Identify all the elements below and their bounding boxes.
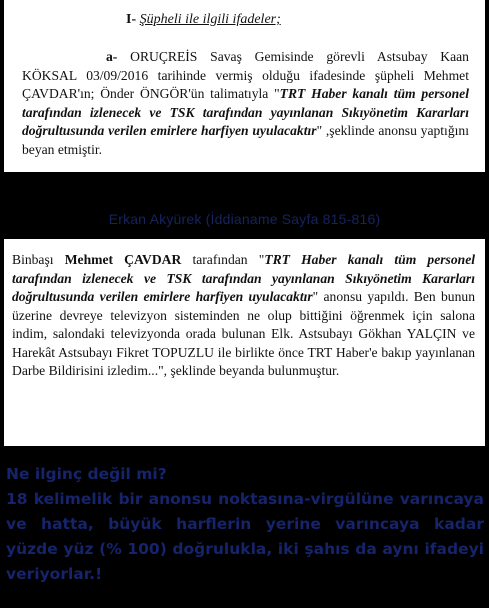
section-heading — [126, 12, 469, 28]
heading-text: Şüpheli ile ilgili ifadeler; — [139, 12, 281, 27]
source-caption: Erkan Akyürek (İddianame Sayfa 815-816) — [108, 211, 381, 227]
commentary-body: 18 kelimelik bir anonsu noktasına-virgülüne varıncaya ve hatta, büyük harflerin yerine varıncaya kadar yüzde yüz (% 100) doğrulukla, iki şahıs da aynı ifadeyi veriyorlar.! — [6, 490, 484, 583]
mid-text-post: " anonsu yapıldı. Ben bunun üzerine devreye televizyon sisteminden ne olup bittiğini öğrenmek için salona indim, salondaki televizyonda orada bulunan Elk. Astsubayı Gökhan YALÇIN ve Harekât Astsubayı Fikret TOPUZLU ile birlikte önce TRT Haber'e bakıp yayınlanan Darbe Bildirisini izledim...", şeklinde beyanda bulunmuştur. — [12, 289, 475, 378]
top-paragraph — [22, 48, 469, 159]
paragraph-text-pre: ORUÇREİS Savaş Gemisinde görevli Astsubay Kaan KÖKSAL 03/09/2016 tarihinde vermiş olduğu ifadesinde şüpheli Mehmet ÇAVDAR'ın; Önder ÖNGÖR'ün talimatıyla " — [22, 49, 469, 101]
top-document-excerpt — [4, 0, 485, 172]
person-name: Mehmet ÇAVDAR — [64, 252, 182, 267]
announcement-quote: TRT Haber kanalı tüm personel tarafından izlenecek ve TSK tarafından yayınlanan Sıkıyönetim Kararları doğrultusunda verilen emirlere harfiyen uyulacaktır — [12, 252, 476, 304]
paragraph-label: a- — [106, 49, 118, 64]
rank-text: Binbaşı — [12, 252, 54, 267]
paragraph-text-post: " ,şeklinde anonsu yaptığını beyan etmiştir. — [22, 123, 469, 157]
middle-document-excerpt — [4, 239, 485, 446]
heading-number: I- — [126, 12, 137, 27]
announcement-quote: TRT Haber kanalı tüm personel tarafından izlenecek ve TSK tarafından yayınlanan Sıkıyönetim Kararları doğrultusunda verilen emirlere harfiyen uyulacaktır — [22, 86, 469, 138]
mid-text: tarafından " — [192, 252, 265, 267]
commentary-block — [6, 462, 484, 587]
commentary-question: Ne ilginç değil mi? — [6, 465, 167, 483]
middle-paragraph — [12, 251, 475, 381]
